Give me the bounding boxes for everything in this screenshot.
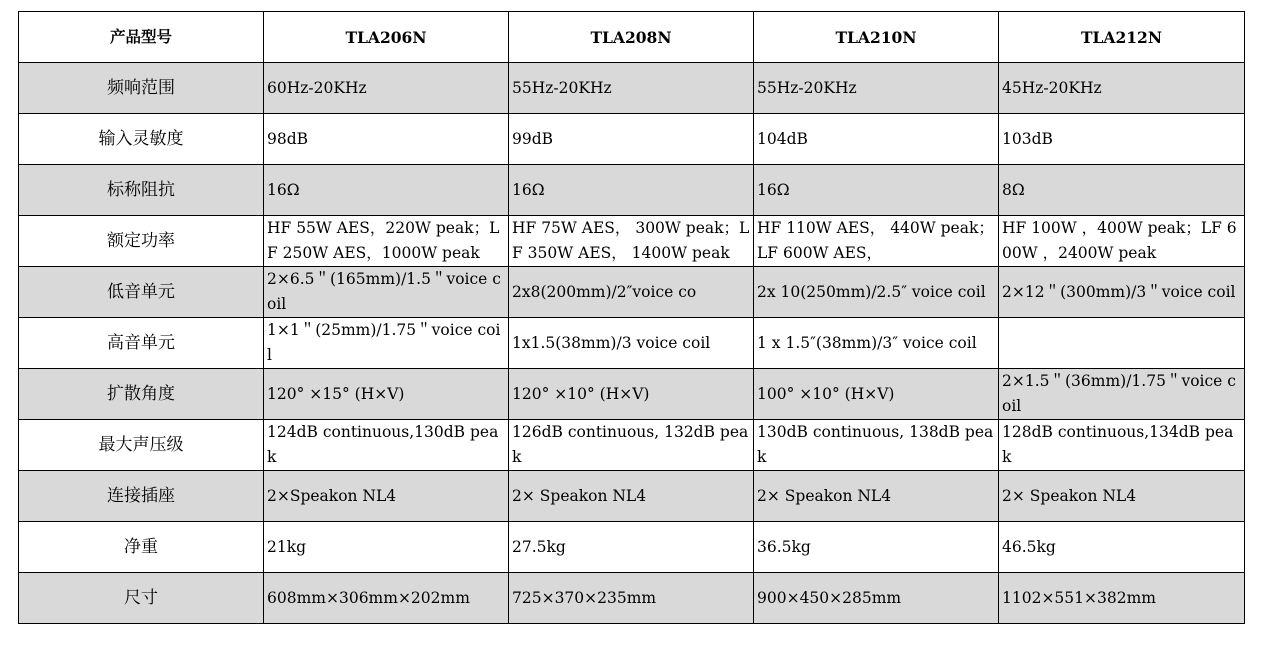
table-cell <box>509 420 754 471</box>
table-cell <box>264 216 509 267</box>
header-model-label: 产品型号 <box>19 12 264 63</box>
cell-text: 124dB continuous,130dB peak <box>267 423 499 466</box>
row-dispersion <box>19 369 1245 420</box>
header-model-tla212n: TLA212N <box>999 12 1245 63</box>
row-label: 额定功率 <box>19 216 264 267</box>
header-model-tla206n: TLA206N <box>264 12 509 63</box>
table-cell <box>264 318 509 369</box>
row-max-spl <box>19 420 1245 471</box>
table-cell <box>509 216 754 267</box>
table-cell <box>999 318 1245 369</box>
row-tweeter <box>19 318 1245 369</box>
cell-text: 100° ×10° (H×V) <box>757 384 895 403</box>
table-cell: 725×370×235mm <box>509 573 754 624</box>
table-cell: 16Ω <box>754 165 999 216</box>
table-cell: 27.5kg <box>509 522 754 573</box>
cell-text: 126dB continuous, 132dB peak <box>512 423 749 466</box>
cell-text: HF 75W AES， 300W peak；LF 350W AES， 1400W peak <box>512 219 750 262</box>
row-label: 高音单元 <box>19 318 264 369</box>
table-cell <box>754 318 999 369</box>
row-label: 扩散角度 <box>19 369 264 420</box>
row-net-weight <box>19 522 1245 573</box>
cell-text: 1×1＂(25mm)/1.75＂voice coil <box>267 321 501 364</box>
table-cell: 103dB <box>999 114 1245 165</box>
cell-text: 128dB continuous,134dB peak <box>1002 423 1234 466</box>
table-cell <box>264 267 509 318</box>
row-label: 低音单元 <box>19 267 264 318</box>
table-cell: 2× Speakon NL4 <box>509 471 754 522</box>
table-cell: 8Ω <box>999 165 1245 216</box>
table-cell: 2× Speakon NL4 <box>999 471 1245 522</box>
cell-text: HF 110W AES， 440W peak；LF 600W AES， <box>757 219 994 262</box>
table-cell <box>509 267 754 318</box>
table-cell: 60Hz-20KHz <box>264 63 509 114</box>
cell-text: 2x8(200mm)/2″voice co <box>512 282 697 301</box>
row-label: 尺寸 <box>19 573 264 624</box>
row-impedance <box>19 165 1245 216</box>
table-cell <box>264 420 509 471</box>
cell-text: 130dB continuous, 138dB peak <box>757 423 994 466</box>
row-rated-power <box>19 216 1245 267</box>
table-cell: 16Ω <box>264 165 509 216</box>
row-label: 连接插座 <box>19 471 264 522</box>
cell-text: 1x1.5(38mm)/3 voice coil <box>512 333 711 352</box>
cell-text: 2x 10(250mm)/2.5″ voice coil <box>757 282 986 301</box>
table-cell: 1102×551×382mm <box>999 573 1245 624</box>
row-label: 频响范围 <box>19 63 264 114</box>
table-cell: 16Ω <box>509 165 754 216</box>
row-label: 输入灵敏度 <box>19 114 264 165</box>
row-label: 标称阻抗 <box>19 165 264 216</box>
cell-text: 120° ×15° (H×V) <box>267 384 405 403</box>
table-cell <box>999 369 1245 420</box>
cell-text: 120° ×10° (H×V) <box>512 384 650 403</box>
table-cell: 21kg <box>264 522 509 573</box>
table-cell: 55Hz-20KHz <box>754 63 999 114</box>
cell-text: 2×1.5＂(36mm)/1.75＂voice coil <box>1002 372 1236 415</box>
table-cell: 46.5kg <box>999 522 1245 573</box>
cell-text: HF 100W ，400W peak；LF 600W ，2400W peak <box>1002 219 1237 262</box>
table-cell <box>509 318 754 369</box>
cell-text: HF 55W AES，220W peak；LF 250W AES，1000W peak <box>267 219 500 262</box>
table-cell: 36.5kg <box>754 522 999 573</box>
table-cell: 2×Speakon NL4 <box>264 471 509 522</box>
table-cell: 900×450×285mm <box>754 573 999 624</box>
table-cell <box>999 420 1245 471</box>
row-label: 最大声压级 <box>19 420 264 471</box>
row-dimensions <box>19 573 1245 624</box>
table-cell: 98dB <box>264 114 509 165</box>
table-cell <box>999 216 1245 267</box>
table-cell <box>754 420 999 471</box>
row-sensitivity <box>19 114 1245 165</box>
header-row <box>19 12 1245 63</box>
table-cell: 55Hz-20KHz <box>509 63 754 114</box>
row-woofer <box>19 267 1245 318</box>
table-cell: 99dB <box>509 114 754 165</box>
header-model-tla210n: TLA210N <box>754 12 999 63</box>
header-model-tla208n: TLA208N <box>509 12 754 63</box>
row-label: 净重 <box>19 522 264 573</box>
table-cell: 45Hz-20KHz <box>999 63 1245 114</box>
spec-table <box>18 11 1245 624</box>
table-cell <box>999 267 1245 318</box>
table-cell <box>509 369 754 420</box>
table-cell <box>754 369 999 420</box>
table-cell <box>754 216 999 267</box>
table-cell <box>754 267 999 318</box>
table-cell: 2× Speakon NL4 <box>754 471 999 522</box>
table-cell: 608mm×306mm×202mm <box>264 573 509 624</box>
cell-text: 2×12＂(300mm)/3＂voice coil <box>1002 282 1236 301</box>
cell-text: 1 x 1.5″(38mm)/3″ voice coil <box>757 333 977 352</box>
row-connectors <box>19 471 1245 522</box>
cell-text: 2×6.5＂(165mm)/1.5＂voice coil <box>267 270 501 313</box>
row-frequency-response <box>19 63 1245 114</box>
table-cell <box>264 369 509 420</box>
table-cell: 104dB <box>754 114 999 165</box>
